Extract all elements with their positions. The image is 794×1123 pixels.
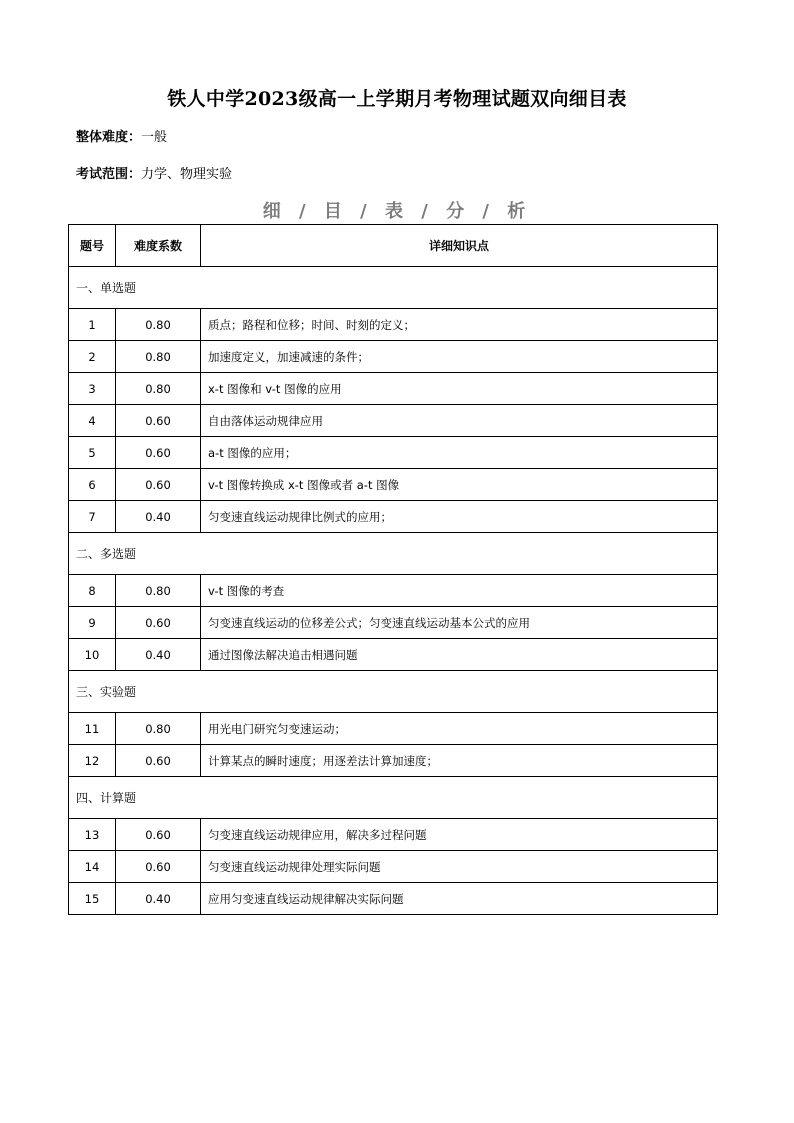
section-title: 二、多选题 [69,533,718,575]
question-number: 10 [69,639,116,671]
knowledge-point: a-t 图像的应用； [201,437,718,469]
question-number: 7 [69,501,116,533]
section-row [69,267,718,309]
header-difficulty: 难度系数 [116,225,201,267]
table-row [69,469,718,501]
table-row [69,745,718,777]
question-number: 13 [69,819,116,851]
question-number: 4 [69,405,116,437]
question-number: 5 [69,437,116,469]
difficulty-line [76,126,167,145]
question-number: 15 [69,883,116,915]
question-number: 12 [69,745,116,777]
knowledge-point: 应用匀变速直线运动规律解决实际问题 [201,883,718,915]
table-header-row [69,225,718,267]
table-row [69,405,718,437]
knowledge-point: 加速度定义，加速减速的条件； [201,341,718,373]
section-title: 三、实验题 [69,671,718,713]
difficulty-coefficient: 0.60 [116,405,201,437]
table-row [69,607,718,639]
knowledge-point: x-t 图像和 v-t 图像的应用 [201,373,718,405]
detail-table [68,224,718,915]
difficulty-coefficient: 0.40 [116,501,201,533]
scope-line [76,163,232,182]
section-row [69,533,718,575]
table-row [69,501,718,533]
difficulty-coefficient: 0.60 [116,437,201,469]
difficulty-coefficient: 0.60 [116,469,201,501]
difficulty-coefficient: 0.80 [116,713,201,745]
question-number: 14 [69,851,116,883]
knowledge-point: 计算某点的瞬时速度；用逐差法计算加速度； [201,745,718,777]
page-title: 铁人中学2023级高一上学期月考物理试题双向细目表 [167,88,627,110]
knowledge-point: 质点；路程和位移；时间、时刻的定义； [201,309,718,341]
table-body [69,267,718,915]
section-title: 一、单选题 [69,267,718,309]
difficulty-coefficient: 0.80 [116,575,201,607]
difficulty-coefficient: 0.40 [116,883,201,915]
table-row [69,437,718,469]
question-number: 6 [69,469,116,501]
knowledge-point: v-t 图像转换成 x-t 图像或者 a-t 图像 [201,469,718,501]
section-row [69,671,718,713]
table-row [69,341,718,373]
table-subtitle: 细 / 目 / 表 / 分 / 析 [262,201,532,222]
knowledge-point: v-t 图像的考查 [201,575,718,607]
difficulty-coefficient: 0.40 [116,639,201,671]
knowledge-point: 匀变速直线运动的位移差公式；匀变速直线运动基本公式的应用 [201,607,718,639]
knowledge-point: 匀变速直线运动规律比例式的应用； [201,501,718,533]
difficulty-coefficient: 0.80 [116,309,201,341]
table-row [69,883,718,915]
section-title: 四、计算题 [69,777,718,819]
question-number: 1 [69,309,116,341]
difficulty-label: 整体难度： [76,130,142,145]
difficulty-coefficient: 0.80 [116,341,201,373]
knowledge-point: 匀变速直线运动规律应用，解决多过程问题 [201,819,718,851]
question-number: 9 [69,607,116,639]
question-number: 8 [69,575,116,607]
difficulty-coefficient: 0.60 [116,745,201,777]
header-knowledge: 详细知识点 [201,225,718,267]
knowledge-point: 匀变速直线运动规律处理实际问题 [201,851,718,883]
scope-value: 力学、物理实验 [141,167,233,182]
knowledge-point: 通过图像法解决追击相遇问题 [201,639,718,671]
table-row [69,851,718,883]
difficulty-value: 一般 [141,130,168,145]
difficulty-coefficient: 0.60 [116,851,201,883]
difficulty-coefficient: 0.60 [116,607,201,639]
table-row [69,639,718,671]
question-number: 11 [69,713,116,745]
table-row [69,819,718,851]
table-row [69,713,718,745]
question-number: 2 [69,341,116,373]
table-row [69,309,718,341]
table-row [69,373,718,405]
difficulty-coefficient: 0.80 [116,373,201,405]
header-number: 题号 [69,225,116,267]
scope-label: 考试范围： [76,167,142,182]
knowledge-point: 用光电门研究匀变速运动； [201,713,718,745]
difficulty-coefficient: 0.60 [116,819,201,851]
section-row [69,777,718,819]
question-number: 3 [69,373,116,405]
knowledge-point: 自由落体运动规律应用 [201,405,718,437]
table-row [69,575,718,607]
